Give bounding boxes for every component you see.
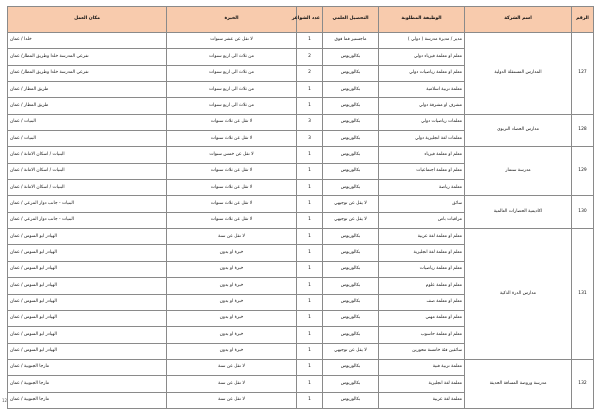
experience-cell: لا تقل عن ثلاث سنوات: [167, 114, 297, 130]
vacancy-count: 1: [297, 147, 323, 163]
job-title: معلم او معلمة صف: [379, 294, 465, 310]
header-count: عدد الشواغر: [297, 7, 323, 33]
experience-cell: لا تقل عن سنة: [167, 392, 297, 408]
table-row: [8, 147, 594, 163]
location-cell: طريق المطار / عمان: [8, 82, 167, 98]
location-cell: الهيادر ابو السوس / عمان: [8, 327, 167, 343]
location-cell: الهيادر ابو السوس / عمان: [8, 245, 167, 261]
qualification-cell: بكالوريوس: [323, 98, 379, 114]
job-title: سائقين فئة خامسة محورين: [379, 343, 465, 359]
vacancy-count: 1: [297, 392, 323, 408]
job-title: سائق: [379, 196, 465, 212]
experience-cell: خبرة او بدون: [167, 261, 297, 277]
job-title: معلمة لغة عربية: [379, 392, 465, 408]
experience-cell: لا تقل عن ثلاث سنوات: [167, 212, 297, 228]
vacancy-count: 1: [297, 294, 323, 310]
job-title: معلم او معلمة فيزياء: [379, 147, 465, 163]
location-cell: مارجا الجنوبية / عمان: [8, 359, 167, 375]
location-cell: الهيادر ابو السوس / عمان: [8, 310, 167, 326]
company-name: مدارس الدرة الذكية: [465, 229, 572, 360]
vacancy-count: 1: [297, 180, 323, 196]
job-title: معلم او معلمة رياضيات: [379, 261, 465, 277]
qualification-cell: بكالوريوس: [323, 114, 379, 130]
experience-cell: خبرة او بدون: [167, 278, 297, 294]
experience-cell: لا تقل عن ثلاث سنوات: [167, 196, 297, 212]
vacancy-count: 1: [297, 343, 323, 359]
company-number: 131: [572, 229, 594, 360]
company-number: 128: [572, 114, 594, 147]
vacancy-count: 1: [297, 196, 323, 212]
location-cell: طريق المطار / عمان: [8, 98, 167, 114]
company-number: 132: [572, 359, 594, 408]
header-row: [8, 7, 594, 33]
vacancy-count: 2: [297, 49, 323, 65]
table-row: [8, 114, 594, 130]
location-cell: الهيادر ابو السوس / عمان: [8, 261, 167, 277]
qualification-cell: بكالوريوس: [323, 82, 379, 98]
vacancy-count: 1: [297, 261, 323, 277]
header-qualification: التحصيل العلمي: [323, 7, 379, 33]
vacancy-count: 1: [297, 212, 323, 228]
vacancy-count: 1: [297, 245, 323, 261]
jobs-table: [7, 6, 594, 409]
qualification-cell: بكالوريوس: [323, 180, 379, 196]
location-cell: البنيات - جانب دوار المرعي / عمان: [8, 196, 167, 212]
experience-cell: خبرة او بدون: [167, 310, 297, 326]
qualification-cell: بكالوريوس: [323, 294, 379, 310]
vacancy-count: 1: [297, 229, 323, 245]
experience-cell: لا تقل عن سنة: [167, 376, 297, 392]
qualification-cell: بكالوريوس: [323, 163, 379, 179]
vacancy-count: 1: [297, 163, 323, 179]
vacancy-count: 1: [297, 310, 323, 326]
experience-cell: لا تقل عن سنة: [167, 229, 297, 245]
job-title: معلمة تربية اسلامية: [379, 82, 465, 98]
company-name: مدرسة وروضة المسافة الحديثة: [465, 359, 572, 408]
job-title: مشرف او مشرفة دولي: [379, 98, 465, 114]
table-row: [8, 33, 594, 49]
header-location: مكان العمل: [8, 7, 167, 33]
qualification-cell: بكالوريوس: [323, 392, 379, 408]
location-cell: البنيات / عمان: [8, 131, 167, 147]
vacancy-count: 1: [297, 278, 323, 294]
qualification-cell: بكالوريوس: [323, 278, 379, 294]
location-cell: الهيادر ابو السوس / عمان: [8, 278, 167, 294]
qualification-cell: بكالوريوس: [323, 327, 379, 343]
location-cell: الهيادر ابو السوس / عمان: [8, 294, 167, 310]
qualification-cell: ماجستير فما فوق: [323, 33, 379, 49]
vacancy-count: 1: [297, 359, 323, 375]
location-cell: البنيات / اسكان الامانة / عمان: [8, 163, 167, 179]
job-title: معلم او معلمة لغة انجليزية: [379, 245, 465, 261]
job-title: معلمات لغة انجليزية دولي: [379, 131, 465, 147]
experience-cell: من ثلاث الى اربع سنوات: [167, 98, 297, 114]
job-title: معلم او معلمة رياضيات دولي: [379, 65, 465, 81]
experience-cell: من ثلاث الى اربع سنوات: [167, 65, 297, 81]
job-title: مدير / مديرة مدرسة ( دولي ): [379, 33, 465, 49]
qualification-cell: لا يقل عن توجيهي: [323, 196, 379, 212]
header-num: الرقم: [572, 7, 594, 33]
location-cell: خلدا / عمان: [8, 33, 167, 49]
location-cell: البنيات - جانب دوار المرعي / عمان: [8, 212, 167, 228]
vacancy-count: 1: [297, 82, 323, 98]
vacancy-count: 3: [297, 131, 323, 147]
qualification-cell: بكالوريوس: [323, 131, 379, 147]
company-name: المدارس المستقلة الدولية: [465, 33, 572, 115]
vacancy-count: 1: [297, 376, 323, 392]
table-row: [8, 359, 594, 375]
experience-cell: لا تقل عن ثلاث سنوات: [167, 131, 297, 147]
qualification-cell: بكالوريوس: [323, 376, 379, 392]
qualification-cell: بكالوريوس: [323, 245, 379, 261]
vacancy-count: 1: [297, 98, 323, 114]
location-cell: مارجا الجنوبية / عمان: [8, 376, 167, 392]
qualification-cell: بكالوريوس: [323, 147, 379, 163]
experience-cell: خبرة او بدون: [167, 343, 297, 359]
table-body: [8, 33, 594, 409]
job-title: معلمة تربية فنية: [379, 359, 465, 375]
qualification-cell: بكالوريوس: [323, 359, 379, 375]
job-title: معلم او معلمة فيزياء دولي: [379, 49, 465, 65]
location-cell: البنيات / عمان: [8, 114, 167, 130]
company-name: مدارس الحصاد التربوي: [465, 114, 572, 147]
job-title: مراقبات باص: [379, 212, 465, 228]
experience-cell: خبرة او بدون: [167, 245, 297, 261]
job-title: معلم او معلمة لغة عربية: [379, 229, 465, 245]
job-title: معلم او معلمة حاسوب: [379, 327, 465, 343]
vacancy-count: 3: [297, 114, 323, 130]
table-row: [8, 229, 594, 245]
qualification-cell: بكالوريوس: [323, 310, 379, 326]
table-row: [8, 196, 594, 212]
qualification-cell: بكالوريوس: [323, 229, 379, 245]
experience-cell: لا تقل عن سنة: [167, 359, 297, 375]
location-cell: البنيات / اسكان الامانة / عمان: [8, 147, 167, 163]
experience-cell: لا تقل عن عشر سنوات: [167, 33, 297, 49]
location-cell: الهيادر ابو السوس / عمان: [8, 229, 167, 245]
header-job: الوظيفة المطلوبة: [379, 7, 465, 33]
company-number: 130: [572, 196, 594, 229]
job-title: معلمات رياضيات دولي: [379, 114, 465, 130]
experience-cell: لا تقل عن خمس سنوات: [167, 147, 297, 163]
company-name: اكاديمية الحضارات العالمية: [465, 196, 572, 229]
vacancy-count: 1: [297, 327, 323, 343]
experience-cell: خبرة او بدون: [167, 294, 297, 310]
location-cell: مارجا الجنوبية / عمان: [8, 392, 167, 408]
header-company: اسم الشركة: [465, 7, 572, 33]
experience-cell: خبرة او بدون: [167, 327, 297, 343]
qualification-cell: بكالوريوس: [323, 49, 379, 65]
job-title: معلمة رياضة: [379, 180, 465, 196]
vacancy-count: 2: [297, 65, 323, 81]
qualification-cell: بكالوريوس: [323, 261, 379, 277]
experience-cell: لا تقل عن ثلاث سنوات: [167, 163, 297, 179]
location-cell: تفرعي المدرسة خلدا وطريق المطار/ عمان: [8, 49, 167, 65]
company-number: 129: [572, 147, 594, 196]
job-title: معلم او معلمة مهني: [379, 310, 465, 326]
location-cell: الهيادر ابو السوس / عمان: [8, 343, 167, 359]
job-title: معلمة لغة انجليزية: [379, 376, 465, 392]
qualification-cell: بكالوريوس: [323, 65, 379, 81]
qualification-cell: لا يقل عن توجيهي: [323, 212, 379, 228]
job-title: معلم او معلمة اجتماعيات: [379, 163, 465, 179]
header-experience: الخبرة: [167, 7, 297, 33]
experience-cell: من ثلاث الى اربع سنوات: [167, 49, 297, 65]
company-number: 127: [572, 33, 594, 115]
company-name: مدرسة ستمار: [465, 147, 572, 196]
experience-cell: لا تقل عن ثلاث سنوات: [167, 180, 297, 196]
page-number: 12: [2, 398, 8, 403]
qualification-cell: لا يقل عن توجيهي: [323, 343, 379, 359]
job-title: معلم او معلمة علوم: [379, 278, 465, 294]
vacancy-count: 1: [297, 33, 323, 49]
location-cell: البنيات / اسكان الامانة / عمان: [8, 180, 167, 196]
location-cell: تفرعي المدرسة خلدا وطريق المطار/ عمان: [8, 65, 167, 81]
experience-cell: من ثلاث الى اربع سنوات: [167, 82, 297, 98]
